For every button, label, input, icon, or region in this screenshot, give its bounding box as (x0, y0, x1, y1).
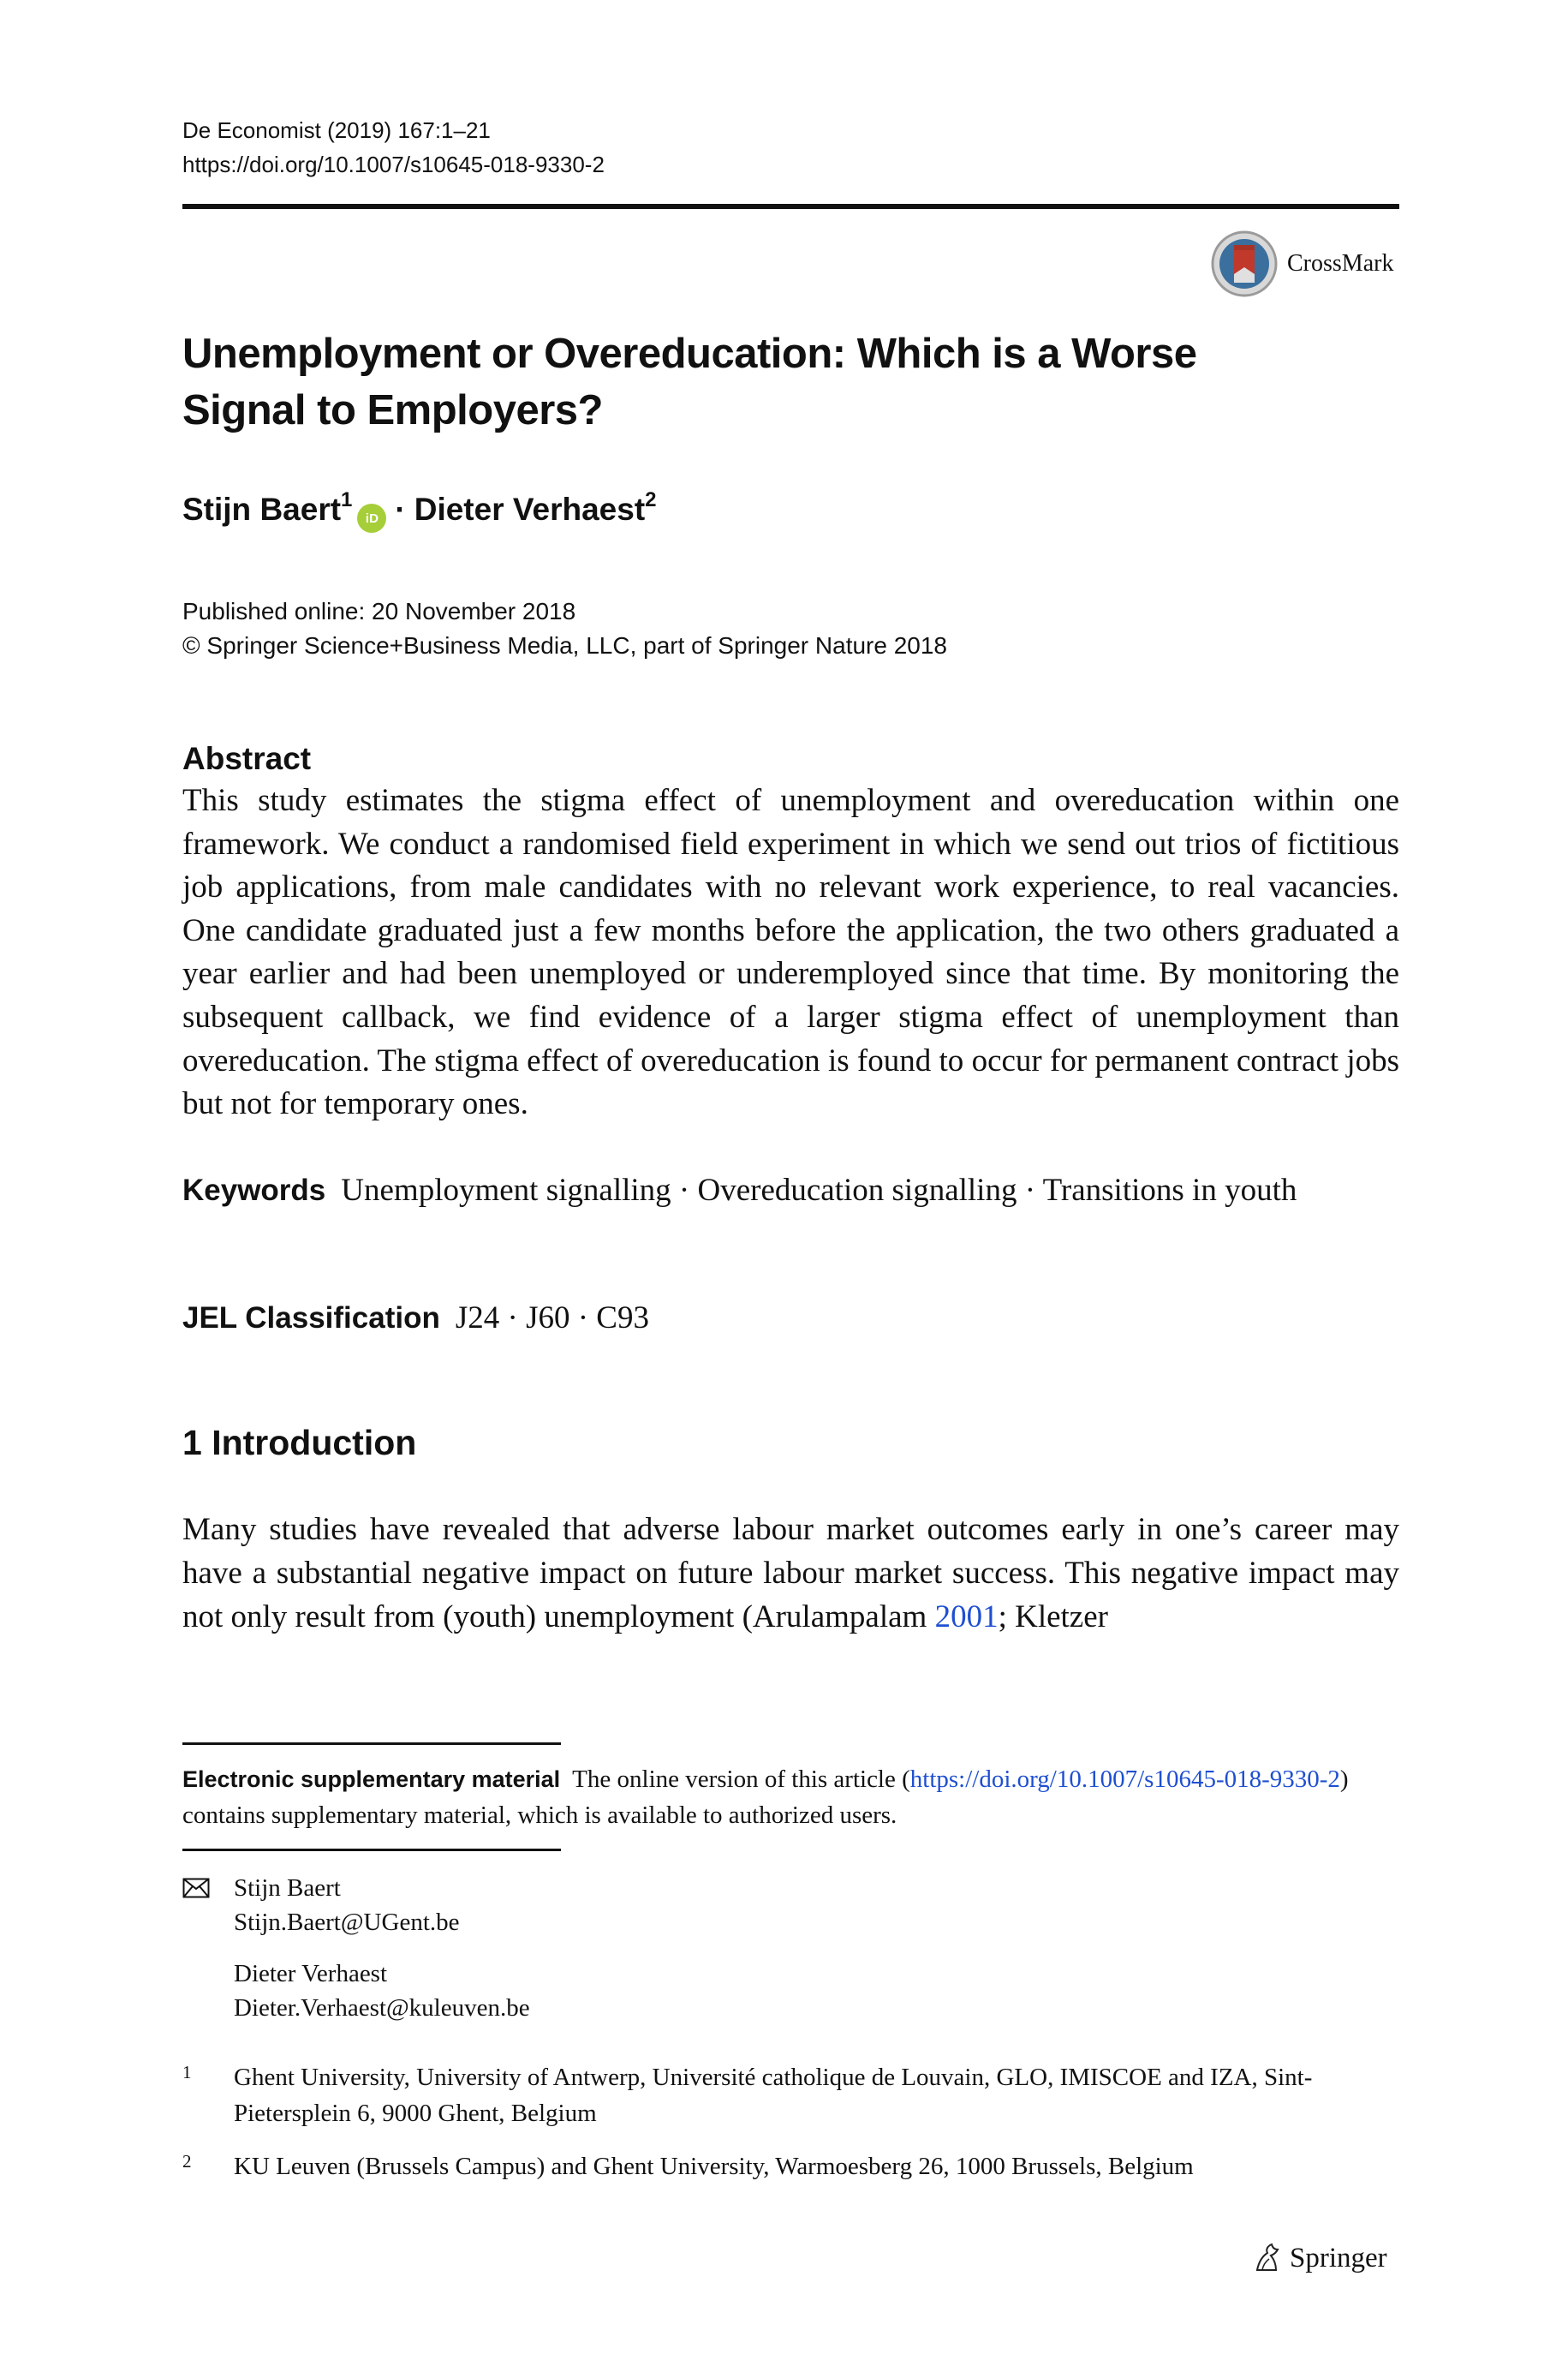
copyright-notice: © Springer Science+Business Media, LLC, part of Springer Nature 2018 (182, 632, 948, 659)
orcid-icon[interactable]: iD (357, 504, 386, 533)
contact-email[interactable]: Stijn.Baert@UGent.be (234, 1909, 460, 1936)
publisher-logo (1250, 2241, 1387, 2275)
contact-entry (234, 1871, 530, 1939)
doi-link[interactable]: https://doi.org/10.1007/s10645-018-9330-2 (182, 152, 605, 177)
contact-email[interactable]: Dieter.Verhaest@kuleuven.be (234, 1994, 530, 2022)
author-list: Stijn Baert $^1$ iD · Dieter Verhaest $^2$ (182, 492, 657, 533)
jel-label: JEL Classification (182, 1301, 440, 1335)
intro-text-part: Many studies have revealed that adverse labour market outcomes early in one’s career may have a substantial negative impact on future labour market success. This negative impact may not only result from (youth) unemployment (Arulampalam (182, 1512, 1399, 1634)
contact-list (234, 1871, 530, 2042)
affiliation-text: Ghent University, University of Antwerp, Université catholique de Louvain, GLO, IMISCOE and IZA, Sint-Pietersplein 6, 9000 Ghent, Belgium (234, 2064, 1313, 2127)
supplementary-text: The online version of this article ( (572, 1766, 910, 1793)
supplementary-link[interactable]: https://doi.org/10.1007/s10645-018-9330-2 (909, 1766, 1340, 1793)
supplementary-text: ) contains supplementary material, which is available to authorized users. (182, 1766, 1349, 1829)
article-title: Unemployment or Overeducation: Which is a Worse Signal to Employers? (182, 331, 1197, 433)
published-date: Published online: 20 November 2018 (182, 598, 576, 624)
affiliation-entry (182, 2059, 1399, 2131)
publication-info (182, 594, 947, 663)
keywords-text: Unemployment signalling · Overeducation signalling · Transitions in youth (341, 1173, 1297, 1208)
abstract-heading: Abstract (182, 741, 312, 776)
footnote-rule (182, 1849, 561, 1851)
contact-entry (234, 1957, 530, 2025)
journal-citation: De Economist (2019) 167:1–21 (182, 117, 491, 143)
section-heading: 1 Introduction (182, 1423, 417, 1462)
springer-horse-icon (1250, 2241, 1285, 2275)
supplementary-label: Electronic supplementary material (182, 1766, 561, 1792)
abstract-text: This study estimates the stigma effect of unemployment and overeducation within one framework. We conduct a randomised field experiment in which we send out trios of fictitious job applications, from male candidates with no relevant work experience, to real vacancies. One candidate graduated just a few months before the application, the two others graduated a year earlier and had been unemployed or underemployed since that time. By monitoring the subsequent callback, we find evidence of a larger stigma effect of unemployment than overeducation. The stigma effect of overeducation is found to occur for permanent contract jobs but not for temporary ones. (182, 783, 1399, 1122)
affiliation-entry (182, 2148, 1399, 2184)
jel-classification (182, 1297, 1399, 1340)
introduction-text (182, 1508, 1399, 1639)
crossmark-label: CrossMark (1287, 250, 1394, 277)
crossmark-icon (1210, 230, 1279, 298)
author-separator: · (395, 492, 406, 527)
affiliation-text: KU Leuven (Brussels Campus) and Ghent University, Warmoesberg 26, 1000 Brussels, Belgium (234, 2153, 1194, 2180)
affiliation-number: 1 (182, 2062, 192, 2082)
contact-name: Stijn Baert (234, 1874, 341, 1902)
header-rule (182, 204, 1399, 209)
jel-codes: J24 · J60 · C93 (455, 1300, 649, 1335)
keywords (182, 1169, 1399, 1212)
citation-link[interactable]: 2001 (934, 1599, 999, 1634)
keywords-label: Keywords (182, 1174, 326, 1207)
publisher-name: Springer (1290, 2242, 1387, 2273)
affiliation-number: 2 (182, 2151, 192, 2172)
footnote-rule (182, 1742, 561, 1745)
supplementary-note (182, 1761, 1399, 1833)
envelope-icon (182, 1878, 210, 1898)
crossmark-badge[interactable] (1210, 230, 1393, 298)
journal-header (182, 113, 605, 182)
author-name[interactable]: Stijn Baert (182, 492, 342, 527)
contact-name: Dieter Verhaest (234, 1960, 388, 1987)
author-name[interactable]: Dieter Verhaest (414, 492, 646, 527)
intro-text-part: ; Kletzer (998, 1599, 1108, 1634)
